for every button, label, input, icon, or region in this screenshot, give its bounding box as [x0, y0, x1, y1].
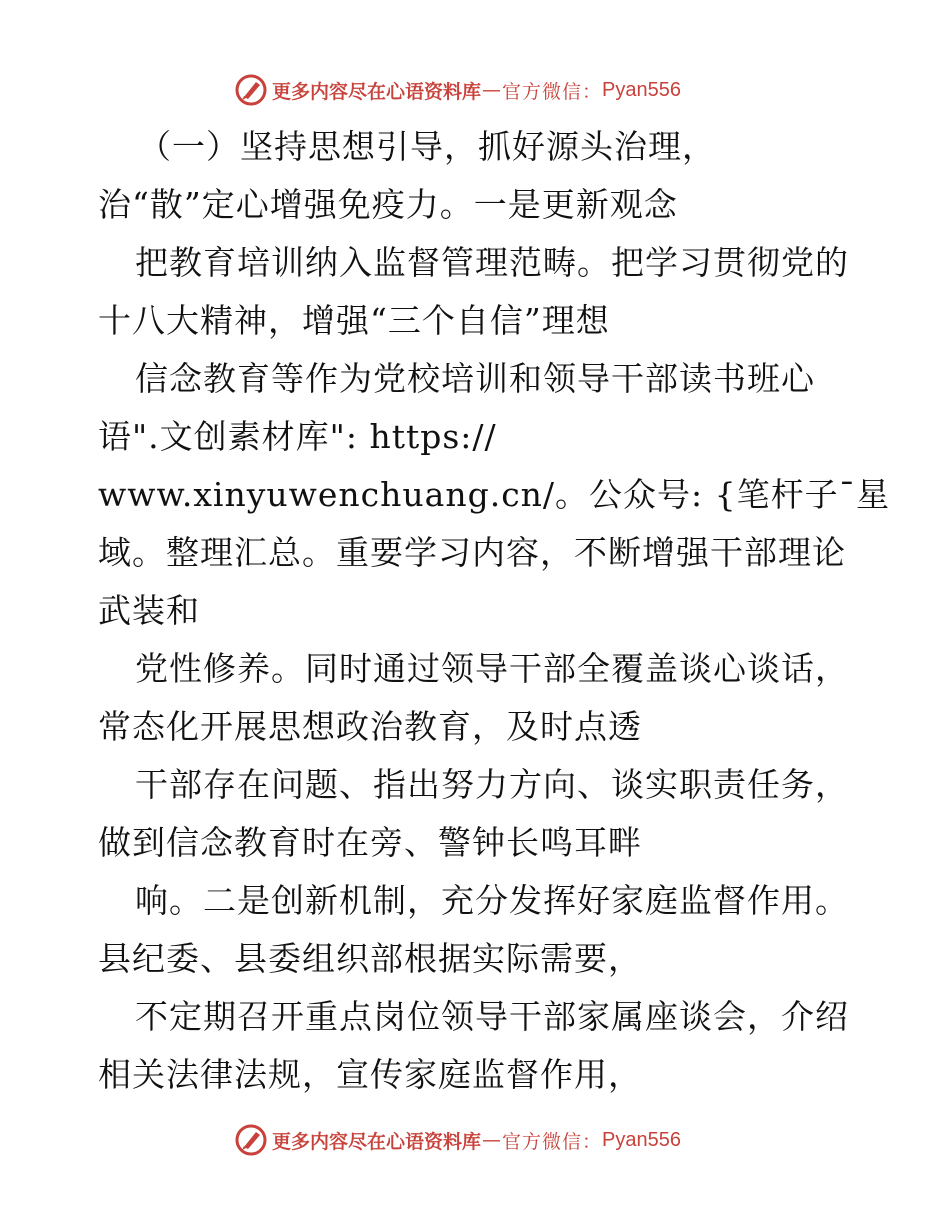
- brush-logo-icon: [234, 1123, 268, 1157]
- banner-wechat-id: Pyan556: [602, 1128, 681, 1151]
- text-line: 语".文创素材库": https://: [98, 417, 497, 456]
- text-line: 党性修养。同时通过领导干部全覆盖谈心谈话，: [135, 649, 849, 688]
- text-line: 域。整理汇总。重要学习内容，不断增强干部理论: [98, 533, 846, 572]
- text-line: 武装和: [98, 591, 200, 630]
- text-line: 干部存在问题、指出努力方向、谈实职责任务，: [135, 765, 849, 804]
- text-line: 不定期召开重点岗位领导干部家属座谈会，介绍: [135, 997, 849, 1036]
- banner-dash: —: [482, 79, 502, 101]
- text-line: 响。二是创新机制，充分发挥好家庭监督作用。: [135, 881, 849, 920]
- text-line: 信念教育等作为党校培训和领导干部读书班心: [135, 359, 815, 398]
- document-body: [98, 118, 891, 1104]
- banner-wechat-id: Pyan556: [602, 78, 681, 101]
- text-line: 相关法律法规，宣传家庭监督作用，: [98, 1055, 642, 1094]
- banner-wechat-label: 官方微信：: [502, 80, 603, 103]
- banner-brand: 更多内容尽在心语资料库: [272, 80, 482, 103]
- text-line: 常态化开展思想政治教育，及时点透: [98, 707, 642, 746]
- banner-wechat-label: 官方微信：: [502, 1130, 603, 1153]
- footer-banner: [234, 1122, 714, 1158]
- text-line: 十八大精神，增强“三个自信”理想: [98, 301, 610, 340]
- text-line: www.xinyuwenchuang.cn/。公众号: {笔杆子¯星: [98, 475, 891, 514]
- text-line: （一）坚持思想引导，抓好源头治理，: [138, 127, 716, 166]
- brush-logo-icon: [234, 73, 268, 107]
- header-banner: [234, 72, 714, 108]
- banner-dash: —: [482, 1129, 502, 1151]
- text-line: 治“散”定心增强免疫力。一是更新观念: [98, 185, 678, 224]
- text-line: 做到信念教育时在旁、警钟长鸣耳畔: [98, 823, 642, 862]
- text-line: 县纪委、县委组织部根据实际需要，: [98, 939, 642, 978]
- banner-brand: 更多内容尽在心语资料库: [272, 1130, 482, 1153]
- text-line: 把教育培训纳入监督管理范畴。把学习贯彻党的: [135, 243, 849, 282]
